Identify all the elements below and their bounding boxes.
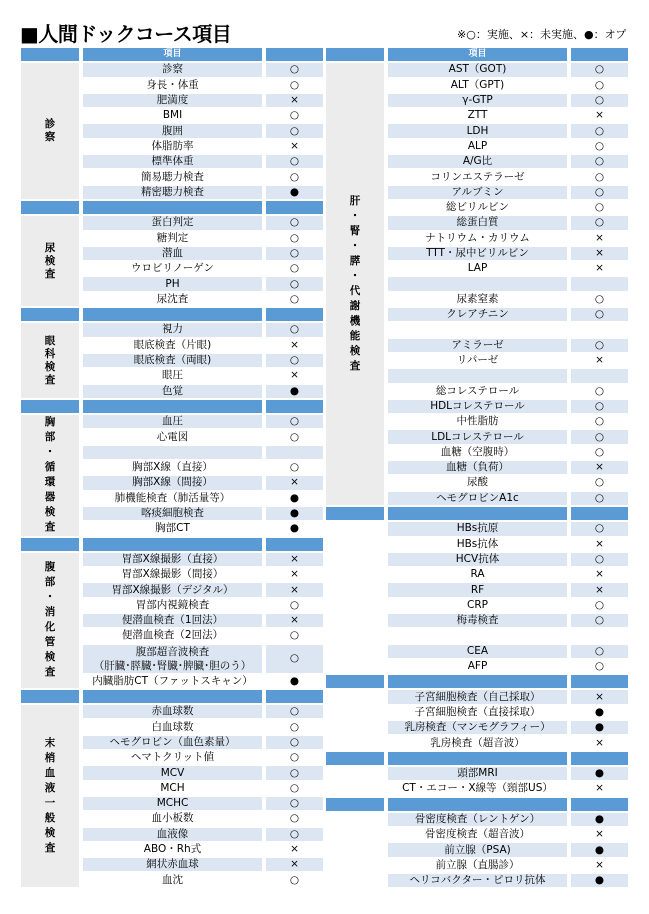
exam-item-status: ● bbox=[266, 385, 323, 400]
exam-item-name: 腹囲 bbox=[83, 124, 266, 139]
exam-item-status: × bbox=[266, 369, 323, 384]
exam-item-status: × bbox=[266, 614, 323, 629]
exam-item-status: ○ bbox=[571, 522, 628, 537]
exam-item-name: ヘリコバクター・ピロリ抗体 bbox=[388, 874, 571, 889]
category-blank bbox=[326, 522, 388, 675]
exam-item-status: ○ bbox=[571, 94, 628, 109]
exam-item-status: ○ bbox=[266, 430, 323, 445]
exam-item-status: ○ bbox=[266, 232, 323, 247]
exam-item-name: 子宮細胞検査（直接採取） bbox=[388, 706, 571, 721]
separator-cell bbox=[21, 690, 83, 705]
exam-item-status: ○ bbox=[266, 766, 323, 781]
exam-item-status: ○ bbox=[266, 277, 323, 292]
left-exam-table bbox=[21, 48, 323, 889]
exam-item-name: LDH bbox=[388, 124, 571, 139]
exam-item-name: AST（GOT) bbox=[388, 63, 571, 78]
exam-item-status: ○ bbox=[266, 461, 323, 476]
exam-item-name: ナトリウム・カリウム bbox=[388, 232, 571, 247]
exam-item-status: ○ bbox=[571, 553, 628, 568]
exam-item-name: ABO・Rh式 bbox=[83, 843, 266, 858]
header-row bbox=[326, 48, 628, 63]
category-label bbox=[21, 415, 83, 537]
exam-item-name: 胃部内視鏡検査 bbox=[83, 599, 266, 614]
exam-item-status: ○ bbox=[571, 339, 628, 354]
exam-item-name: ALT（GPT) bbox=[388, 79, 571, 94]
exam-item-name: 標準体重 bbox=[83, 155, 266, 170]
exam-item-status: × bbox=[571, 859, 628, 874]
legend-note: ※○：実施、×：未実施、●：オプ bbox=[457, 28, 627, 41]
exam-item-name: 総蛋白質 bbox=[388, 216, 571, 231]
table-row bbox=[21, 323, 323, 338]
exam-item-name: 身長・体重 bbox=[83, 79, 266, 94]
exam-item-status: ○ bbox=[571, 201, 628, 216]
separator-cell bbox=[83, 400, 266, 415]
separator-cell bbox=[21, 400, 83, 415]
section-separator bbox=[326, 798, 628, 813]
exam-item-name: 眼底検査（両眼) bbox=[83, 354, 266, 369]
category-blank bbox=[326, 690, 388, 751]
exam-item-status: ○ bbox=[266, 247, 323, 262]
separator-cell bbox=[571, 798, 628, 813]
exam-item-name: AFP bbox=[388, 660, 571, 675]
exam-item-name: ウロビリノーゲン bbox=[83, 262, 266, 277]
section-separator bbox=[21, 538, 323, 553]
exam-item-name: 胃部X線撮影（デジタル） bbox=[83, 583, 266, 598]
separator-cell bbox=[571, 752, 628, 767]
exam-item-name: 骨密度検査（レントゲン） bbox=[388, 813, 571, 828]
table-row bbox=[326, 690, 628, 705]
exam-item-status: ● bbox=[266, 507, 323, 522]
exam-item-name: 子宮細胞検査（自己採取） bbox=[388, 690, 571, 705]
exam-item-name: TTT・尿中ビリルビン bbox=[388, 247, 571, 262]
exam-item-name: γ-GTP bbox=[388, 94, 571, 109]
exam-item-name: MCH bbox=[83, 782, 266, 797]
header-mark-cell bbox=[266, 48, 323, 63]
exam-item-name: 乳房検査（超音波） bbox=[388, 736, 571, 751]
exam-item-name: HBs抗体 bbox=[388, 538, 571, 553]
exam-item-name: BMI bbox=[83, 109, 266, 124]
category-label bbox=[21, 216, 83, 308]
exam-item-status: ○ bbox=[571, 186, 628, 201]
exam-item-status: × bbox=[266, 583, 323, 598]
separator-cell bbox=[21, 538, 83, 553]
exam-item-status: × bbox=[571, 247, 628, 262]
exam-item-status: ○ bbox=[266, 705, 323, 720]
separator-cell bbox=[388, 507, 571, 522]
exam-item-name: 内臓脂肪CT（ファットスキャン） bbox=[83, 675, 266, 690]
exam-item-name: RA bbox=[388, 568, 571, 583]
exam-item-name: HBs抗原 bbox=[388, 522, 571, 537]
header-item-label: 項目 bbox=[388, 48, 571, 63]
exam-item-status: ● bbox=[571, 721, 628, 736]
exam-item-status: ● bbox=[266, 522, 323, 537]
exam-item-status: ○ bbox=[266, 323, 323, 338]
exam-item-status: ○ bbox=[266, 124, 323, 139]
category-text: 眼 科 検 査 bbox=[44, 334, 56, 386]
exam-item-status bbox=[571, 369, 628, 384]
exam-item-status: ○ bbox=[571, 599, 628, 614]
section-separator bbox=[326, 507, 628, 522]
exam-item-name: 網状赤血球 bbox=[83, 858, 266, 873]
page-title: ■人間ドックコース項目 bbox=[20, 22, 232, 46]
category-label bbox=[21, 323, 83, 399]
category-text: 肝 ・ 腎 ・ 膵 ・ 代 謝 機 能 検 査 bbox=[349, 195, 361, 373]
exam-item-status: ○ bbox=[266, 63, 323, 78]
exam-item-name: 心電図 bbox=[83, 430, 266, 445]
exam-item-name: 体脂肪率 bbox=[83, 140, 266, 155]
exam-item-status: ○ bbox=[266, 79, 323, 94]
separator-cell bbox=[21, 308, 83, 323]
exam-item-name: 簡易聴力検査 bbox=[83, 170, 266, 185]
exam-item-name bbox=[388, 369, 571, 384]
header-mark-cell bbox=[571, 48, 628, 63]
exam-item-name: 視力 bbox=[83, 323, 266, 338]
category-blank bbox=[326, 813, 388, 889]
exam-item-status: ○ bbox=[266, 797, 323, 812]
exam-item-name: コリンエステラーゼ bbox=[388, 170, 571, 185]
exam-item-name: 肥満度 bbox=[83, 94, 266, 109]
separator-cell bbox=[326, 675, 388, 690]
exam-item-status: × bbox=[571, 354, 628, 369]
exam-item-status: ○ bbox=[571, 140, 628, 155]
section-separator bbox=[21, 690, 323, 705]
exam-item-status: ○ bbox=[571, 430, 628, 445]
category-blank bbox=[326, 767, 388, 798]
exam-item-status: ○ bbox=[571, 476, 628, 491]
exam-item-status: ○ bbox=[571, 400, 628, 415]
exam-item-name: PH bbox=[83, 277, 266, 292]
exam-item-name: MCV bbox=[83, 766, 266, 781]
exam-item-status: ○ bbox=[266, 873, 323, 888]
exam-item-name: 中性脂肪 bbox=[388, 415, 571, 430]
exam-item-name: リパーゼ bbox=[388, 354, 571, 369]
exam-item-status: ○ bbox=[266, 170, 323, 185]
header-row bbox=[21, 48, 323, 63]
exam-item-name: 胸部CT bbox=[83, 522, 266, 537]
exam-item-name: 前立腺（直腸診） bbox=[388, 859, 571, 874]
exam-item-name: 血液像 bbox=[83, 828, 266, 843]
exam-item-name: ALP bbox=[388, 140, 571, 155]
exam-item-status: × bbox=[571, 736, 628, 751]
exam-item-status: ○ bbox=[571, 170, 628, 185]
exam-item-name: 腹部超音波検査 （肝臓･膵臓･腎臓･脾臓･胆のう） bbox=[83, 645, 266, 675]
exam-item-name: 血糖（空腹時） bbox=[388, 446, 571, 461]
exam-item-status: ○ bbox=[266, 354, 323, 369]
separator-cell bbox=[388, 675, 571, 690]
exam-item-name bbox=[388, 629, 571, 644]
exam-item-name: 胸部X線（間接） bbox=[83, 476, 266, 491]
exam-item-status: ○ bbox=[571, 385, 628, 400]
exam-item-status: ○ bbox=[571, 308, 628, 323]
table-row bbox=[326, 767, 628, 782]
exam-item-name: LDLコレステロール bbox=[388, 430, 571, 445]
exam-item-name: 精密聴力検査 bbox=[83, 186, 266, 201]
exam-item-name: 胸部X線（直接） bbox=[83, 461, 266, 476]
exam-item-status: ○ bbox=[266, 782, 323, 797]
exam-item-status: × bbox=[266, 553, 323, 568]
exam-item-name: 喀痰細胞検査 bbox=[83, 507, 266, 522]
exam-item-name: アルブミン bbox=[388, 186, 571, 201]
exam-item-status: × bbox=[266, 94, 323, 109]
exam-item-name: 便潜血検査（1回法） bbox=[83, 614, 266, 629]
section-separator bbox=[21, 308, 323, 323]
category-label bbox=[21, 705, 83, 889]
exam-item-name: 血圧 bbox=[83, 415, 266, 430]
exam-item-status: ○ bbox=[266, 828, 323, 843]
separator-cell bbox=[326, 507, 388, 522]
exam-item-status bbox=[571, 277, 628, 292]
exam-item-name: CRP bbox=[388, 599, 571, 614]
exam-item-status: × bbox=[266, 140, 323, 155]
exam-item-status: ● bbox=[266, 675, 323, 690]
separator-cell bbox=[326, 752, 388, 767]
header-category-cell bbox=[326, 48, 388, 63]
exam-item-status: × bbox=[571, 828, 628, 843]
exam-item-status: × bbox=[571, 109, 628, 124]
exam-item-status: ○ bbox=[266, 155, 323, 170]
exam-item-name: RF bbox=[388, 583, 571, 598]
separator-cell bbox=[388, 752, 571, 767]
exam-item-status: ● bbox=[571, 813, 628, 828]
exam-item-name: HCV抗体 bbox=[388, 553, 571, 568]
exam-item-name: 尿沈査 bbox=[83, 293, 266, 308]
exam-item-status: ○ bbox=[266, 109, 323, 124]
exam-item-status: ○ bbox=[266, 262, 323, 277]
table-row bbox=[326, 813, 628, 828]
exam-item-status: × bbox=[571, 538, 628, 553]
exam-item-name: アミラーゼ bbox=[388, 339, 571, 354]
exam-item-name: 前立腺（PSA) bbox=[388, 843, 571, 858]
separator-cell bbox=[571, 675, 628, 690]
exam-item-name: HDLコレステロール bbox=[388, 400, 571, 415]
exam-item-status bbox=[571, 629, 628, 644]
exam-item-status: ○ bbox=[571, 216, 628, 231]
section-separator bbox=[21, 400, 323, 415]
category-label bbox=[21, 553, 83, 690]
exam-item-name: ヘモグロビン（血色素量） bbox=[83, 736, 266, 751]
exam-item-status: ○ bbox=[266, 720, 323, 735]
exam-item-status: ○ bbox=[571, 293, 628, 308]
exam-item-status: ○ bbox=[266, 216, 323, 231]
exam-item-name bbox=[83, 446, 266, 461]
separator-cell bbox=[571, 507, 628, 522]
exam-item-status: ○ bbox=[571, 660, 628, 675]
exam-item-name: 眼底検査（片眼) bbox=[83, 339, 266, 354]
exam-item-name: ヘマトクリット値 bbox=[83, 751, 266, 766]
category-text: 診 察 bbox=[44, 118, 56, 144]
exam-item-name: 胃部X線撮影（直接） bbox=[83, 553, 266, 568]
category-text: 末 梢 血 液 一 般 検 査 bbox=[44, 736, 56, 854]
exam-item-status: ● bbox=[571, 843, 628, 858]
exam-item-status bbox=[266, 446, 323, 461]
table-row bbox=[326, 63, 628, 78]
table-row bbox=[326, 522, 628, 537]
exam-item-status: ● bbox=[571, 767, 628, 782]
exam-item-status: ○ bbox=[266, 812, 323, 827]
exam-item-name: 血糖（負荷） bbox=[388, 461, 571, 476]
exam-item-status: ○ bbox=[266, 751, 323, 766]
exam-item-name bbox=[388, 277, 571, 292]
table-row bbox=[21, 553, 323, 568]
exam-item-status: × bbox=[266, 858, 323, 873]
exam-item-name: MCHC bbox=[83, 797, 266, 812]
exam-item-name: ヘモグロビンA1c bbox=[388, 492, 571, 507]
separator-cell bbox=[266, 308, 323, 323]
exam-item-status: × bbox=[266, 568, 323, 583]
header-category-cell bbox=[21, 48, 83, 63]
section-separator bbox=[326, 675, 628, 690]
exam-item-status: × bbox=[266, 339, 323, 354]
exam-item-status: ○ bbox=[571, 155, 628, 170]
separator-cell bbox=[83, 308, 266, 323]
exam-item-name: 血小板数 bbox=[83, 812, 266, 827]
category-text: 腹 部 ・ 消 化 管 検 査 bbox=[44, 561, 56, 679]
exam-item-status: ○ bbox=[266, 645, 323, 675]
exam-item-name: 色覚 bbox=[83, 385, 266, 400]
exam-item-name: 診察 bbox=[83, 63, 266, 78]
exam-item-name: 総ビリルビン bbox=[388, 201, 571, 216]
header-item-label: 項目 bbox=[83, 48, 266, 63]
category-label bbox=[326, 63, 388, 507]
category-text: 胸 部 ・ 循 環 器 検 査 bbox=[44, 416, 56, 534]
exam-item-name: 便潜血検査（2回法） bbox=[83, 629, 266, 644]
exam-item-status: × bbox=[571, 690, 628, 705]
exam-item-status: ○ bbox=[571, 492, 628, 507]
exam-item-name: 乳房検査（マンモグラフィー） bbox=[388, 721, 571, 736]
exam-item-name: 総コレステロール bbox=[388, 385, 571, 400]
exam-item-status: ○ bbox=[266, 629, 323, 644]
separator-cell bbox=[266, 690, 323, 705]
separator-cell bbox=[83, 201, 266, 216]
exam-item-status: × bbox=[571, 568, 628, 583]
section-separator bbox=[21, 201, 323, 216]
exam-item-status: ● bbox=[266, 492, 323, 507]
exam-item-name: 胃部X線撮影（間接） bbox=[83, 568, 266, 583]
exam-item-status: ○ bbox=[571, 614, 628, 629]
exam-item-status: ○ bbox=[266, 599, 323, 614]
exam-item-name: 糖判定 bbox=[83, 232, 266, 247]
separator-cell bbox=[266, 538, 323, 553]
exam-item-status: × bbox=[571, 262, 628, 277]
exam-item-name: 骨密度検査（超音波） bbox=[388, 828, 571, 843]
exam-item-name: A/G比 bbox=[388, 155, 571, 170]
exam-item-status: ○ bbox=[571, 446, 628, 461]
category-label bbox=[21, 63, 83, 201]
exam-item-name: 頭部MRI bbox=[388, 767, 571, 782]
exam-item-status: ○ bbox=[571, 79, 628, 94]
exam-item-name: 肺機能検査（肺活量等） bbox=[83, 492, 266, 507]
exam-item-name: CT・エコー・X線等（頸部US） bbox=[388, 782, 571, 797]
separator-cell bbox=[266, 400, 323, 415]
table-row bbox=[21, 63, 323, 78]
exam-item-name bbox=[388, 323, 571, 338]
separator-cell bbox=[83, 538, 266, 553]
separator-cell bbox=[83, 690, 266, 705]
exam-item-status: ○ bbox=[266, 736, 323, 751]
exam-item-status: ○ bbox=[571, 415, 628, 430]
exam-item-name: 血沈 bbox=[83, 873, 266, 888]
exam-item-status: ○ bbox=[571, 124, 628, 139]
exam-item-status: ○ bbox=[266, 293, 323, 308]
exam-item-name: CEA bbox=[388, 645, 571, 660]
section-separator bbox=[326, 752, 628, 767]
exam-item-status: × bbox=[571, 232, 628, 247]
exam-item-name: 梅毒検査 bbox=[388, 614, 571, 629]
exam-item-status: ● bbox=[571, 706, 628, 721]
table-row bbox=[21, 216, 323, 231]
table-row bbox=[21, 705, 323, 720]
separator-cell bbox=[388, 798, 571, 813]
separator-cell bbox=[266, 201, 323, 216]
exam-item-status: × bbox=[571, 461, 628, 476]
category-text: 尿 検 査 bbox=[44, 241, 56, 280]
exam-item-status: × bbox=[266, 476, 323, 491]
exam-item-status: ○ bbox=[266, 415, 323, 430]
exam-item-name: 尿酸 bbox=[388, 476, 571, 491]
exam-item-status: × bbox=[266, 843, 323, 858]
exam-item-status: ● bbox=[266, 186, 323, 201]
exam-item-status: × bbox=[571, 782, 628, 797]
exam-item-name: クレアチニン bbox=[388, 308, 571, 323]
exam-item-name: 潜血 bbox=[83, 247, 266, 262]
exam-item-status: × bbox=[571, 583, 628, 598]
right-exam-table bbox=[326, 48, 628, 889]
exam-item-status: ● bbox=[571, 874, 628, 889]
exam-item-name: LAP bbox=[388, 262, 571, 277]
table-row bbox=[21, 415, 323, 430]
exam-item-name: ZTT bbox=[388, 109, 571, 124]
exam-item-status: ○ bbox=[571, 645, 628, 660]
exam-item-name: 眼圧 bbox=[83, 369, 266, 384]
exam-item-name: 赤血球数 bbox=[83, 705, 266, 720]
exam-item-status: ○ bbox=[571, 63, 628, 78]
separator-cell bbox=[326, 798, 388, 813]
exam-item-name: 蛋白判定 bbox=[83, 216, 266, 231]
exam-item-status bbox=[571, 323, 628, 338]
separator-cell bbox=[21, 201, 83, 216]
exam-item-name: 白血球数 bbox=[83, 720, 266, 735]
exam-item-name: 尿素窒素 bbox=[388, 293, 571, 308]
